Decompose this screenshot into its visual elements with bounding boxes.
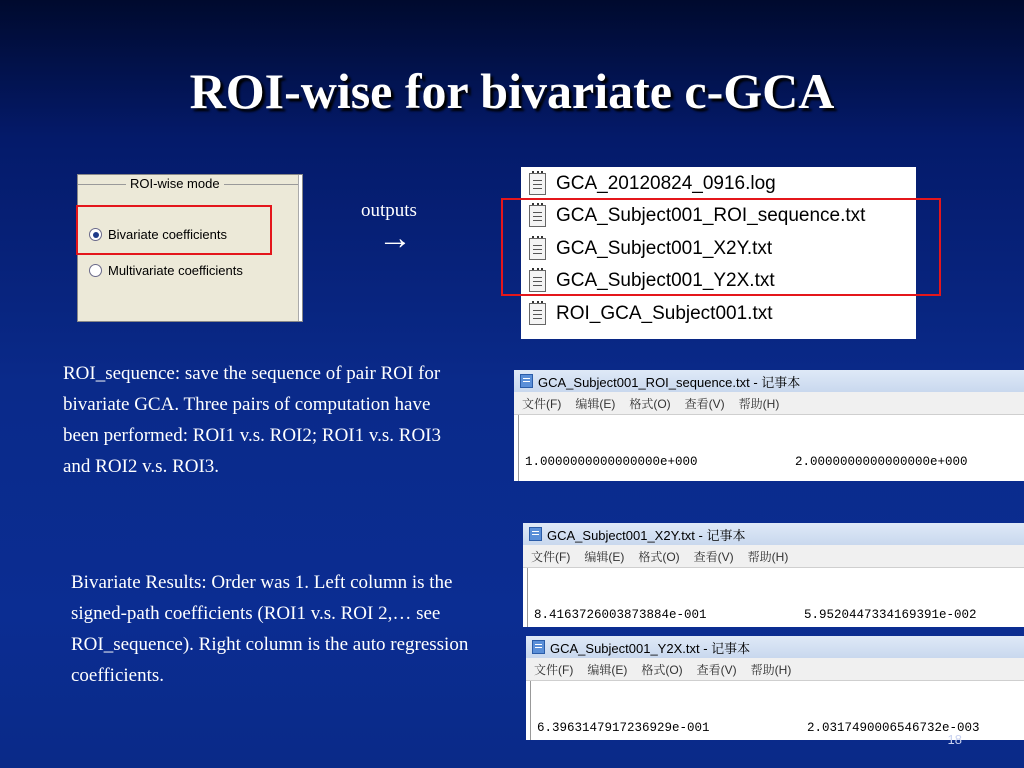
file-name: ROI_GCA_Subject001.txt	[556, 303, 773, 324]
page-number: 18	[947, 732, 962, 747]
notepad-icon	[529, 527, 542, 541]
group-title: ROI-wise mode	[126, 176, 224, 191]
data-row	[525, 453, 1024, 471]
cell: 6.3963147917236929e-001	[537, 721, 710, 735]
notepad-title-bar	[526, 636, 1024, 658]
cell: 5.9520447334169391e-002	[804, 608, 977, 622]
menu-help[interactable]: 帮助(H)	[750, 662, 792, 677]
notepad-icon	[520, 374, 533, 388]
panel-scrollbar-edge	[298, 175, 302, 321]
cell: 1.0000000000000000e+000	[525, 455, 698, 469]
highlight-box-files	[501, 198, 941, 296]
highlight-box-bivariate	[76, 205, 272, 255]
cell: 8.4163726003873884e-001	[534, 608, 707, 622]
roi-sequence-description: ROI_sequence: save the sequence of pair ROI for bivariate GCA. Three pairs of computation have been performed: ROI1 v.s. ROI2; ROI1 v.s. ROI3 and ROI2 v.s. ROI3.	[63, 363, 442, 477]
notepad-menu-bar	[523, 545, 1024, 568]
text-file-icon	[529, 173, 546, 195]
notepad-title: GCA_Subject001_Y2X.txt - 记事本	[550, 640, 751, 656]
notepad-title: GCA_Subject001_X2Y.txt - 记事本	[547, 527, 746, 543]
file-name: GCA_Subject001_X2Y.txt	[556, 238, 773, 259]
file-item[interactable]	[529, 299, 773, 329]
notepad-y2x	[526, 636, 1024, 740]
notepad-icon	[532, 640, 545, 654]
notepad-menu-bar	[526, 658, 1024, 681]
radio-unselected-icon[interactable]	[89, 264, 102, 277]
menu-help[interactable]: 帮助(H)	[738, 396, 780, 411]
notepad-content[interactable]	[527, 568, 1024, 627]
menu-format[interactable]: 格式(O)	[629, 396, 671, 411]
slide-title: ROI-wise for bivariate c-GCA	[189, 63, 835, 119]
notepad-title-bar	[523, 523, 1024, 545]
bivariate-results-description: Bivariate Results: Order was 1. Left column is the signed-path coefficients (ROI1 v.s. ROI 2,… see ROI_sequence). Right column is the auto regression coefficients.	[71, 572, 469, 686]
notepad-x2y	[523, 523, 1024, 627]
menu-view[interactable]: 查看(V)	[684, 396, 725, 411]
menu-file[interactable]: 文件(F)	[531, 549, 571, 564]
menu-edit[interactable]: 编辑(E)	[587, 662, 628, 677]
menu-help[interactable]: 帮助(H)	[747, 549, 789, 564]
notepad-roi-sequence	[514, 370, 1024, 481]
file-name: GCA_Subject001_ROI_sequence.txt	[556, 205, 866, 226]
menu-edit[interactable]: 编辑(E)	[575, 396, 616, 411]
notepad-menu-bar	[514, 392, 1024, 415]
radio-bivariate-label: Bivariate coefficients	[108, 227, 227, 242]
menu-file[interactable]: 文件(F)	[534, 662, 574, 677]
menu-view[interactable]: 查看(V)	[696, 662, 737, 677]
text-file-icon	[529, 303, 546, 325]
notepad-content[interactable]	[518, 415, 1024, 481]
cell: 2.0317490006546732e-003	[807, 721, 980, 735]
notepad-title-bar	[514, 370, 1024, 392]
notepad-title: GCA_Subject001_ROI_sequence.txt - 记事本	[538, 374, 801, 390]
data-row	[534, 606, 1024, 624]
file-name: GCA_Subject001_Y2X.txt	[556, 270, 775, 291]
radio-multivariate-label: Multivariate coefficients	[108, 263, 243, 278]
file-name: GCA_20120824_0916.log	[556, 173, 776, 194]
menu-format[interactable]: 格式(O)	[641, 662, 683, 677]
outputs-label: outputs	[361, 200, 417, 221]
radio-multivariate[interactable]	[89, 263, 243, 278]
cell: 2.0000000000000000e+000	[795, 455, 968, 469]
menu-view[interactable]: 查看(V)	[693, 549, 734, 564]
arrow-right-icon: →	[378, 220, 412, 257]
menu-edit[interactable]: 编辑(E)	[584, 549, 625, 564]
menu-file[interactable]: 文件(F)	[522, 396, 562, 411]
file-item[interactable]	[529, 169, 776, 199]
menu-format[interactable]: 格式(O)	[638, 549, 680, 564]
